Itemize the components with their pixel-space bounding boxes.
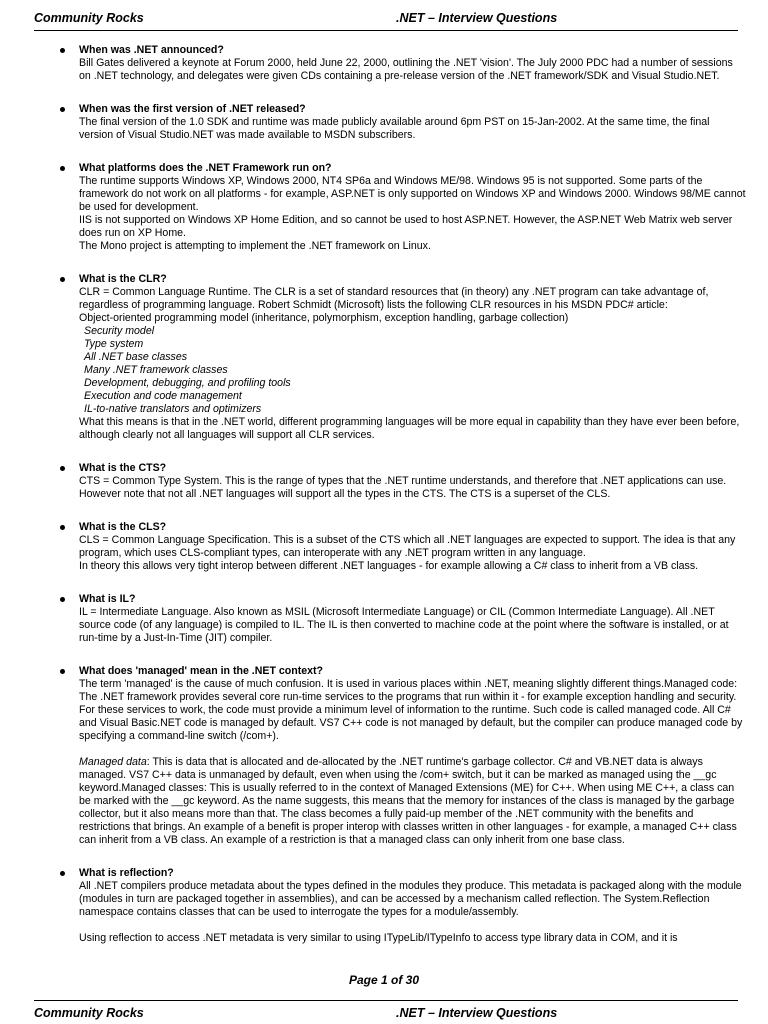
answer-text: CLS = Common Language Specification. This is a subset of the CTS which all .NET languages are expected to support. The idea is that any program, which uses CLS-compliant types, can interoperate with any .NET program written in any language. bbox=[79, 534, 736, 559]
answer-text bbox=[79, 756, 746, 847]
question-title: What is the CTS? bbox=[79, 462, 167, 474]
answer-text: Object-oriented programming model (inheritance, polymorphism, exception handling, garbage collection) bbox=[79, 312, 569, 324]
question-title: What is the CLS? bbox=[79, 521, 167, 533]
question-first-version bbox=[79, 103, 746, 142]
question-title: What does 'managed' mean in the .NET context? bbox=[79, 665, 324, 677]
answer-text: The runtime supports Windows XP, Windows 2000, NT4 SP6a and Windows ME/98. Windows 95 is not supported. Some parts of the framework do not work on all platforms - for example, ASP.NET is only supported on Windows XP and Windows 2000. Windows 98/ME cannot be used for development. bbox=[79, 175, 746, 213]
question-cls bbox=[79, 521, 746, 573]
answer-text: IL = Intermediate Language. Also known as MSIL (Microsoft Intermediate Language) or CIL (Common Intermediate Language). All .NET source code (of any language) is compiled to IL. The IL is then converted to machine code at the point where the software is installed, or at run-time by a Just-In-Time (JIT) compiler. bbox=[79, 606, 729, 644]
clr-resource-item: Security model bbox=[84, 325, 155, 337]
clr-resource-item: Type system bbox=[84, 338, 144, 350]
clr-resource-item: Execution and code management bbox=[84, 390, 242, 402]
page-number: Page 1 of 30 bbox=[348, 973, 420, 987]
question-announced bbox=[79, 44, 746, 83]
question-title: When was .NET announced? bbox=[79, 44, 224, 56]
answer-text: CLR = Common Language Runtime. The CLR is a set of standard resources that (in theory) any .NET program can take advantage of, regardless of programming language. Robert Schmidt (Microsoft) lists the following CLR resources in his MSDN PDC# article: bbox=[79, 286, 709, 311]
question-title: What is reflection? bbox=[79, 867, 174, 879]
clr-resource-item: Many .NET framework classes bbox=[84, 364, 228, 376]
question-il bbox=[79, 593, 746, 645]
question-title: What is IL? bbox=[79, 593, 136, 605]
answer-text: The final version of the 1.0 SDK and runtime was made publicly available around 6pm PST on 15-Jan-2002. At the same time, the final version of Visual Studio.NET was made available to MSDN subscribers. bbox=[79, 116, 710, 141]
answer-text: Using reflection to access .NET metadata is very similar to using ITypeLib/ITypeInfo to access type library data in COM, and it is bbox=[79, 932, 678, 944]
header-right: .NET – Interview Questions bbox=[396, 11, 558, 25]
answer-text: What this means is that in the .NET world, different programming languages will be more equal in capability than they have ever been before, although clearly not all languages will support all CLR services. bbox=[79, 416, 740, 441]
answer-text: CTS = Common Type System. This is the range of types that the .NET runtime understands, and therefore that .NET applications can use. However note that not all .NET languages will support all the types in the CTS. The CTS is a superset of the CLS. bbox=[79, 475, 727, 500]
managed-data-text: : This is data that is allocated and de-allocated by the .NET runtime's garbage collector. C# and VB.NET data is always managed. VS7 C++ data is unmanaged by default, even when using the /com+ switch, but it can be marked as managed using the __gc keyword.Managed classes: This is usually referred to in the context of Managed Extensions (ME) for C++. When using ME C++, a class can be marked with the __gc keyword. As the name suggests, this means that the memory for instances of the class is managed by the garbage collector, but it also means more than that. The class becomes a fully paid-up member of the .NET community with the benefits and restrictions that brings. An example of a benefit is proper interop with classes written in other languages - for example, a managed C++ class can inherit from a VB class. An example of a restriction is that a managed class can only inherit from one base class. bbox=[79, 756, 737, 846]
question-reflection bbox=[79, 867, 746, 945]
footer-right: .NET – Interview Questions bbox=[396, 1006, 558, 1020]
question-title: What is the CLR? bbox=[79, 273, 167, 285]
answer-text: All .NET compilers produce metadata about the types defined in the modules they produce. This metadata is packaged along with the module (modules in turn are packaged together in assemblies), and can be accessed by a mechanism called reflection. The System.Reflection namespace contains classes that can be used to interrogate the types for a module/assembly. bbox=[79, 880, 742, 918]
header-left: Community Rocks bbox=[34, 11, 144, 25]
question-clr bbox=[79, 273, 746, 442]
clr-resource-item: IL-to-native translators and optimizers bbox=[84, 403, 262, 415]
clr-resource-item: All .NET base classes bbox=[84, 351, 188, 363]
page-footer bbox=[34, 1000, 738, 1023]
footer-left: Community Rocks bbox=[34, 1006, 144, 1020]
paragraph-gap bbox=[79, 743, 746, 756]
managed-data-term: Managed data bbox=[79, 756, 147, 768]
answer-text: IIS is not supported on Windows XP Home Edition, and so cannot be used to host ASP.NET. However, the ASP.NET Web Matrix web server does run on XP Home. bbox=[79, 214, 733, 239]
answer-text: The Mono project is attempting to implement the .NET framework on Linux. bbox=[79, 240, 431, 252]
question-title: When was the first version of .NET released? bbox=[79, 103, 306, 115]
clr-resource-item: Development, debugging, and profiling tools bbox=[84, 377, 291, 389]
document-body bbox=[79, 44, 746, 945]
page-header bbox=[34, 8, 738, 31]
answer-text: The term 'managed' is the cause of much confusion. It is used in various places within .NET, meaning slightly different things.Managed code: The .NET framework provides several core run-time services to the programs that run within it - for example exception handling and security. For these services to work, the code must provide a minimum level of information to the runtime. Such code is called managed code. All C# and Visual Basic.NET code is managed by default. VS7 C++ code is not managed by default, but the compiler can produce managed code by specifying a command-line switch (/com+). bbox=[79, 678, 743, 742]
question-cts bbox=[79, 462, 746, 501]
paragraph-gap bbox=[79, 919, 746, 932]
question-managed bbox=[79, 665, 746, 847]
question-platforms bbox=[79, 162, 746, 253]
question-title: What platforms does the .NET Framework run on? bbox=[79, 162, 332, 174]
answer-text: In theory this allows very tight interop between different .NET languages - for example allowing a C# class to inherit from a VB class. bbox=[79, 560, 699, 572]
answer-text: Bill Gates delivered a keynote at Forum 2000, held June 22, 2000, outlining the .NET 'vision'. The July 2000 PDC had a number of sessions on .NET technology, and delegates were given CDs containing a pre-release version of the .NET framework/SDK and Visual Studio.NET. bbox=[79, 57, 733, 82]
